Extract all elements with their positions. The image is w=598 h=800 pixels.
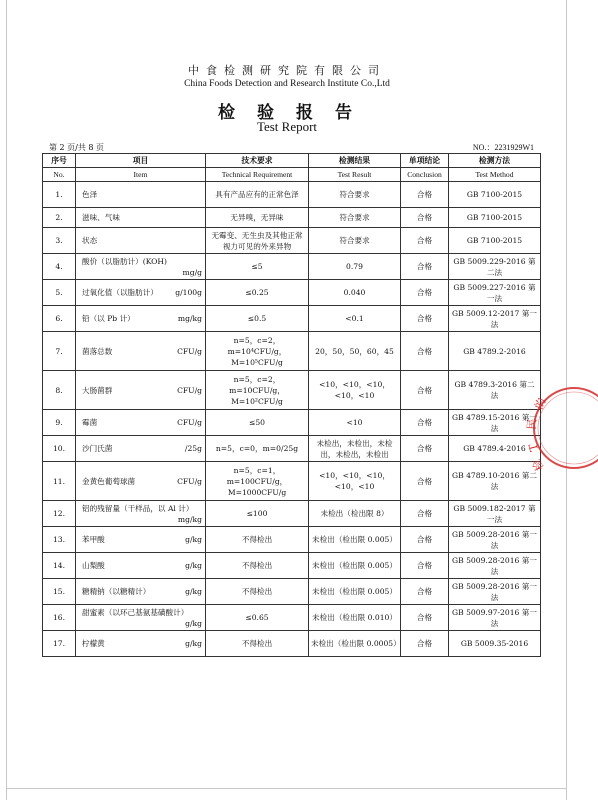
row-result: 0.040	[309, 280, 401, 306]
svg-text:的: 的	[532, 396, 549, 412]
row-result: 未检出（检出限 8）	[309, 501, 401, 527]
row-item	[76, 501, 206, 527]
row-conclusion: 合格	[401, 436, 449, 462]
row-conclusion: 合格	[401, 254, 449, 280]
row-no: 5.	[43, 280, 76, 306]
row-item	[76, 306, 206, 332]
col-conclusion-cn: 单项结论	[401, 154, 449, 168]
row-conclusion: 合格	[401, 501, 449, 527]
test-results-table	[42, 153, 541, 657]
header-row-cn	[43, 154, 541, 168]
table-row	[43, 332, 541, 371]
row-item	[76, 228, 206, 254]
row-item-name: 苯甲酸	[82, 535, 105, 544]
header-row-en	[43, 168, 541, 182]
row-result: <0.1	[309, 306, 401, 332]
row-conclusion: 合格	[401, 371, 449, 410]
row-requirement: n=5，c=0，m=0/25g	[206, 436, 309, 462]
row-item	[76, 371, 206, 410]
row-conclusion: 合格	[401, 306, 449, 332]
row-item-name: 色泽	[82, 190, 98, 199]
row-item	[76, 605, 206, 631]
col-method-en: Test Method	[449, 168, 541, 182]
row-item-unit: CFU/g	[177, 385, 202, 395]
row-no: 7.	[43, 332, 76, 371]
row-requirement: ≤5	[206, 254, 309, 280]
col-result-en: Test Result	[309, 168, 401, 182]
row-item-unit: mg/kg	[177, 514, 202, 524]
row-conclusion: 合格	[401, 631, 449, 657]
row-requirement: 不得检出	[206, 579, 309, 605]
row-requirement: 无霉变、无生虫及其他正常视力可见的外来异物	[206, 228, 309, 254]
col-result-cn: 检测结果	[309, 154, 401, 168]
row-item	[76, 436, 206, 462]
col-conclusion-en: Conclusion	[401, 168, 449, 182]
row-requirement: ≤0.25	[206, 280, 309, 306]
row-item-unit: CFU/g	[177, 418, 202, 427]
row-item-unit: /25g	[184, 444, 202, 453]
row-no: 15.	[43, 579, 76, 605]
row-method: GB 7100-2015	[449, 182, 541, 208]
col-item-en: Item	[76, 168, 206, 182]
row-method: GB 7100-2015	[449, 208, 541, 228]
row-item-name: 沙门氏菌	[82, 444, 113, 453]
svg-text:民: 民	[525, 418, 539, 431]
row-item	[76, 631, 206, 657]
table-row	[43, 436, 541, 462]
row-requirement: 具有产品应有的正常色泽	[206, 182, 309, 208]
org-name-en: China Foods Detection and Research Institute Co.,Ltd	[184, 79, 390, 89]
row-no: 8.	[43, 371, 76, 410]
table-row	[43, 182, 541, 208]
row-conclusion: 合格	[401, 228, 449, 254]
svg-text:检: 检	[529, 456, 547, 473]
row-requirement: ≤50	[206, 410, 309, 436]
row-conclusion: 合格	[401, 332, 449, 371]
table-row	[43, 208, 541, 228]
report-number: NO.：2231929W1	[472, 143, 534, 152]
row-result: 未检出（检出限 0.0005）	[309, 631, 401, 657]
row-item	[76, 254, 206, 280]
row-method: GB 4789.4-2016	[449, 436, 541, 462]
row-no: 13.	[43, 527, 76, 553]
row-requirement: ≤0.65	[206, 605, 309, 631]
row-result: <10，<10，<10，<10，<10	[309, 462, 401, 501]
row-item-name: 状态	[82, 236, 98, 245]
row-method: GB 5009.28-2016 第一法	[449, 579, 541, 605]
row-no: 2.	[43, 208, 76, 228]
row-conclusion: 合格	[401, 553, 449, 579]
row-item-name: 山梨酸	[82, 561, 105, 570]
row-item-name: 甜蜜素（以环己基氨基磺酸计）	[82, 607, 189, 617]
row-conclusion: 合格	[401, 182, 449, 208]
row-item	[76, 410, 206, 436]
row-result: <10，<10，<10，<10，<10	[309, 371, 401, 410]
row-conclusion: 合格	[401, 410, 449, 436]
col-no-en: No.	[43, 168, 76, 182]
row-item	[76, 280, 206, 306]
row-result: 0.79	[309, 254, 401, 280]
col-req-cn: 技术要求	[206, 154, 309, 168]
table-row	[43, 306, 541, 332]
row-result: 符合要求	[309, 182, 401, 208]
row-item-name: 过氧化值（以脂肪计）	[82, 288, 158, 297]
row-item	[76, 208, 206, 228]
row-result: 符合要求	[309, 208, 401, 228]
table-row	[43, 605, 541, 631]
red-seal-stamp	[525, 378, 598, 478]
row-no: 16.	[43, 605, 76, 631]
row-item-name: 霉菌	[82, 418, 98, 427]
table-row	[43, 371, 541, 410]
row-conclusion: 合格	[401, 208, 449, 228]
row-item-name: 金黄色葡萄球菌	[82, 476, 136, 486]
row-item	[76, 553, 206, 579]
row-result: 未检出（检出限 0.005）	[309, 579, 401, 605]
row-method: GB 4789.15-2016 第一法	[449, 410, 541, 436]
row-result: 未检出（检出限 0.010）	[309, 605, 401, 631]
report-title-en: Test Report	[256, 119, 318, 134]
table-row	[43, 579, 541, 605]
row-result: 未检出，未检出，未检出，未检出，未检出	[309, 436, 401, 462]
row-item	[76, 332, 206, 371]
table-row	[43, 501, 541, 527]
row-no: 11.	[43, 462, 76, 501]
table-row	[43, 410, 541, 436]
row-item-name: 柠檬黄	[82, 639, 105, 648]
row-requirement: 不得检出	[206, 527, 309, 553]
table-row	[43, 631, 541, 657]
row-item	[76, 579, 206, 605]
row-no: 17.	[43, 631, 76, 657]
row-method: GB 7100-2015	[449, 228, 541, 254]
row-item-unit: g/100g	[175, 288, 202, 297]
row-item-unit: g/kg	[185, 587, 202, 596]
row-method: GB 5009.35-2016	[449, 631, 541, 657]
row-result: 符合要求	[309, 228, 401, 254]
col-req-en: Technical Requirement	[206, 168, 309, 182]
row-requirement: n=5，c=1，m=100CFU/g，M=1000CFU/g	[206, 462, 309, 501]
row-item-name: 大肠菌群	[82, 385, 113, 395]
row-no: 6.	[43, 306, 76, 332]
svg-text:T: T	[526, 442, 541, 453]
row-requirement: ≤100	[206, 501, 309, 527]
row-conclusion: 合格	[401, 605, 449, 631]
row-method: GB 5009.182-2017 第一法	[449, 501, 541, 527]
row-no: 14.	[43, 553, 76, 579]
row-method: GB 5009.12-2017 第一法	[449, 306, 541, 332]
row-item-unit: mg/kg	[177, 314, 202, 323]
row-requirement: 无异嗅，无异味	[206, 208, 309, 228]
row-item-unit: g/kg	[185, 535, 202, 544]
row-item-unit: mg/g	[182, 267, 202, 277]
row-item-unit: g/kg	[185, 561, 202, 570]
col-item-cn: 项目	[76, 154, 206, 168]
row-method: GB 5009.227-2016 第一法	[449, 280, 541, 306]
row-item-name: 菌落总数	[82, 346, 113, 356]
row-no: 10.	[43, 436, 76, 462]
table-row	[43, 553, 541, 579]
row-method: GB 5009.28-2016 第一法	[449, 553, 541, 579]
row-conclusion: 合格	[401, 579, 449, 605]
row-no: 3.	[43, 228, 76, 254]
row-item-name: 酸价（以脂肪计）(KOH)	[82, 256, 167, 266]
row-conclusion: 合格	[401, 527, 449, 553]
row-item-name: 铅（以 Pb 计）	[82, 314, 135, 323]
row-requirement: n=5，c=2，m=10CFU/g，M=10²CFU/g	[206, 371, 309, 410]
col-method-cn: 检测方法	[449, 154, 541, 168]
row-result: 20，50，50，60，45	[309, 332, 401, 371]
row-no: 4.	[43, 254, 76, 280]
row-item	[76, 462, 206, 501]
row-item-unit: g/kg	[185, 618, 202, 628]
row-method: GB 4789.2-2016	[449, 332, 541, 371]
row-item-name: 糖精钠（以糖精计）	[82, 587, 151, 596]
row-item-unit: CFU/g	[177, 346, 202, 356]
row-result: 未检出（检出限 0.005）	[309, 553, 401, 579]
row-item	[76, 527, 206, 553]
col-no-cn: 序号	[43, 154, 76, 168]
row-method: GB 5009.229-2016 第二法	[449, 254, 541, 280]
table-row	[43, 527, 541, 553]
report-title-cn: 检验报告	[218, 103, 374, 123]
row-requirement: 不得检出	[206, 553, 309, 579]
org-name-cn: 中食检测研究院有限公司	[188, 64, 386, 77]
row-item-unit: CFU/g	[177, 476, 202, 486]
row-no: 1.	[43, 182, 76, 208]
row-no: 9.	[43, 410, 76, 436]
table-row	[43, 254, 541, 280]
row-method: GB 4789.10-2016 第二法	[449, 462, 541, 501]
row-requirement: 不得检出	[206, 631, 309, 657]
row-result: 未检出（检出限 0.005）	[309, 527, 401, 553]
page-edge-bottom	[6, 788, 567, 789]
row-item-name: 铝的残留量（干样品，以 Al 计）	[82, 503, 194, 513]
row-item	[76, 182, 206, 208]
row-method: GB 5009.28-2016 第一法	[449, 527, 541, 553]
row-method: GB 5009.97-2016 第一法	[449, 605, 541, 631]
row-no: 12.	[43, 501, 76, 527]
page-number: 第 2 页/共 8 页	[49, 143, 105, 152]
row-method: GB 4789.3-2016 第二法	[449, 371, 541, 410]
row-requirement: ≤0.5	[206, 306, 309, 332]
table-row	[43, 280, 541, 306]
table-row	[43, 228, 541, 254]
row-item-unit: g/kg	[185, 639, 202, 648]
row-result: <10	[309, 410, 401, 436]
table-row	[43, 462, 541, 501]
row-requirement: n=5，c=2，m=10⁴CFU/g，M=10⁵CFU/g	[206, 332, 309, 371]
row-conclusion: 合格	[401, 280, 449, 306]
row-conclusion: 合格	[401, 462, 449, 501]
row-item-name: 滋味、气味	[82, 213, 120, 222]
